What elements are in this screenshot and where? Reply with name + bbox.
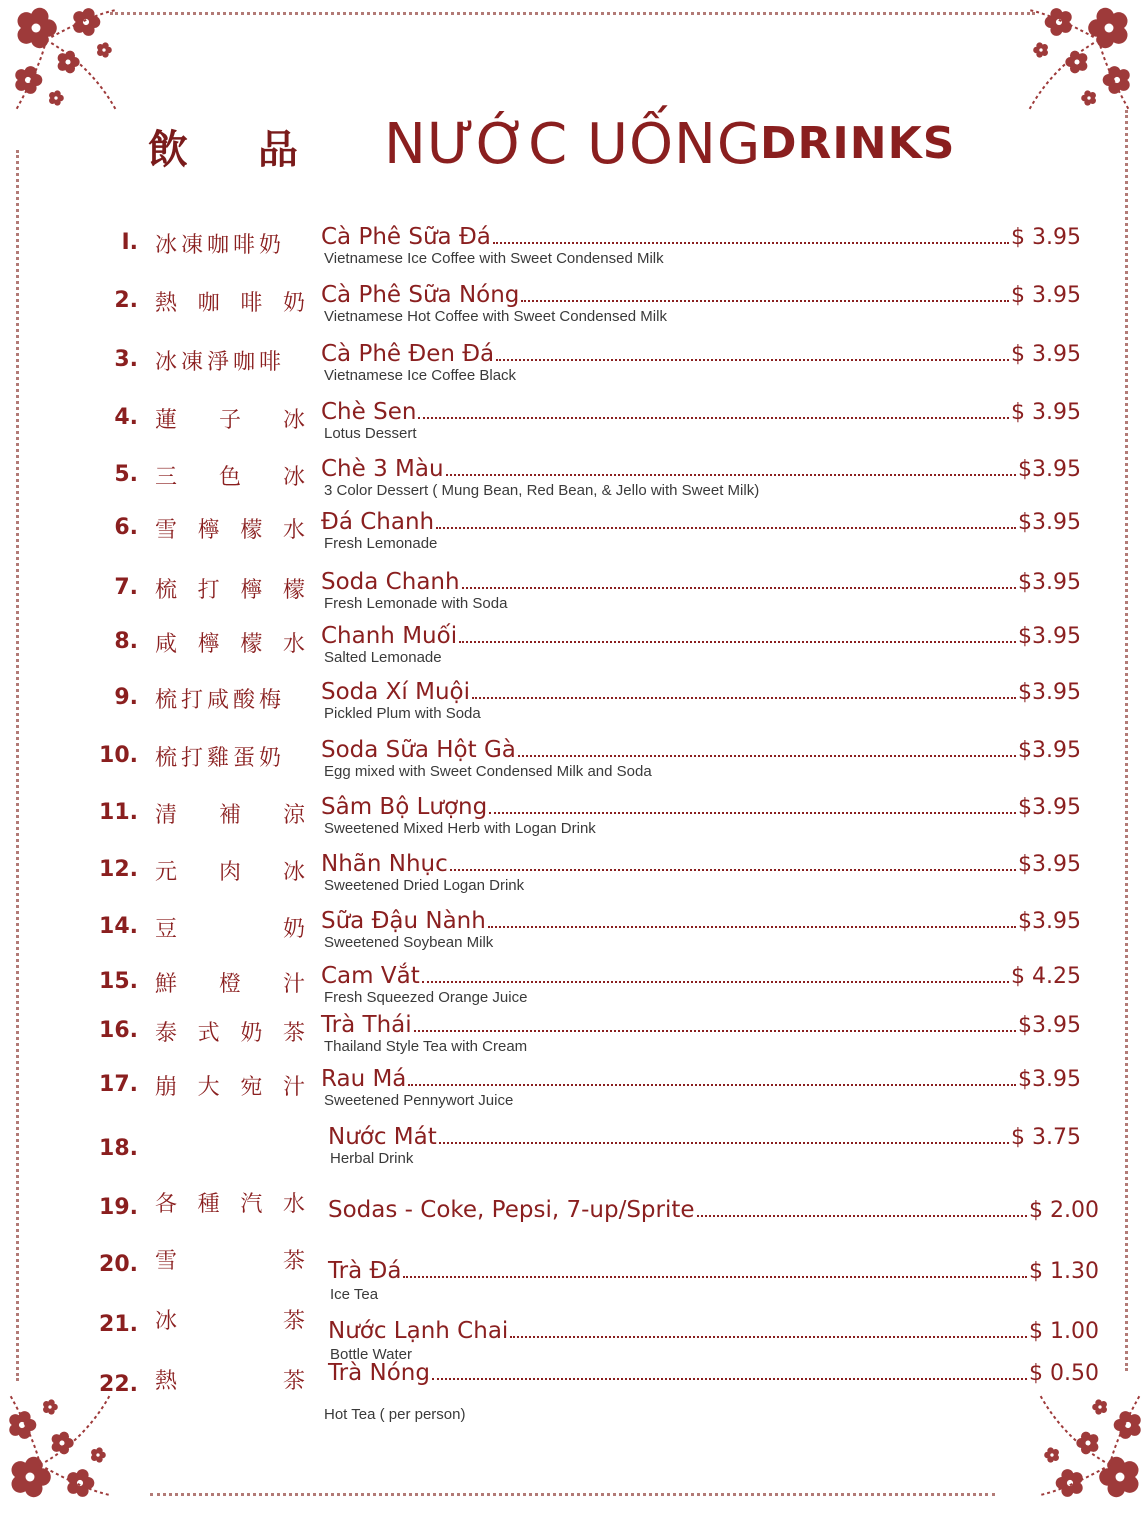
item-vietnamese-name: Soda Chanh xyxy=(321,569,460,595)
menu-item xyxy=(0,794,1145,850)
header-english: DRINKS xyxy=(760,118,956,169)
chinese-text: 檬 xyxy=(282,578,305,603)
header-vietnamese: NƯỚC UỐNG xyxy=(384,112,762,177)
item-number: 7. xyxy=(114,575,138,600)
dot-leader xyxy=(518,754,1016,757)
menu-item xyxy=(0,224,1145,280)
chinese-text: 補 xyxy=(218,803,241,828)
item-english-description: Vietnamese Ice Coffee Black xyxy=(324,367,517,384)
item-price: $3.95 xyxy=(1018,795,1081,820)
chinese-text: 奶 xyxy=(282,917,305,942)
menu-item xyxy=(0,282,1145,338)
chinese-text: 咖 xyxy=(197,291,220,316)
item-vietnamese-name: Chè 3 Màu xyxy=(321,456,444,482)
item-vietnamese-name: Sữa Đậu Nành xyxy=(321,908,486,934)
header-chinese-1: 飲 xyxy=(148,126,188,173)
item-number: 22. xyxy=(99,1372,138,1397)
chinese-text: 汽 xyxy=(240,1192,263,1217)
chinese-text: 各 xyxy=(155,1192,178,1217)
chinese-text: 橙 xyxy=(218,972,241,997)
item-number: 12. xyxy=(99,857,138,882)
chinese-text: 檸 xyxy=(197,518,220,543)
chinese-text: 梳打雞蛋奶 xyxy=(155,746,286,771)
item-price: $3.95 xyxy=(1018,738,1081,763)
item-english-description: Vietnamese Hot Coffee with Sweet Condensed Milk xyxy=(324,308,667,325)
item-number: 14. xyxy=(99,914,138,939)
menu-item xyxy=(0,963,1145,1019)
chinese-text: 冰 xyxy=(282,860,305,885)
chinese-text: 清 xyxy=(155,803,178,828)
item-number: 20. xyxy=(99,1252,138,1277)
item-english-description: Herbal Drink xyxy=(330,1150,414,1167)
item-english-description: Pickled Plum with Soda xyxy=(324,705,481,722)
item-english-description: Sweetened Pennywort Juice xyxy=(324,1092,514,1109)
item-chinese-name xyxy=(155,286,305,317)
item-number: 19. xyxy=(99,1195,138,1220)
chinese-text: 冰 xyxy=(282,408,305,433)
item-price: $3.95 xyxy=(1018,570,1081,595)
chinese-text: 式 xyxy=(197,1021,220,1046)
item-line xyxy=(328,1360,1099,1390)
item-english-description: 3 Color Dessert ( Mung Bean, Red Bean, & Jello with Sweet Milk) xyxy=(324,482,760,499)
menu-item xyxy=(0,341,1145,397)
chinese-text: 冰凍咖啡奶 xyxy=(155,233,286,258)
item-line xyxy=(328,1258,1099,1288)
item-number: 8. xyxy=(114,629,138,654)
chinese-text: 雪 xyxy=(155,518,178,543)
item-chinese-name xyxy=(155,460,305,491)
item-english-description: Sweetened Soybean Milk xyxy=(324,934,494,951)
chinese-text: 咸 xyxy=(155,632,178,657)
item-price: $ 2.00 xyxy=(1029,1198,1099,1223)
item-chinese-name xyxy=(155,627,305,658)
item-price: $3.95 xyxy=(1018,680,1081,705)
dot-leader xyxy=(446,473,1016,476)
dot-leader xyxy=(697,1214,1027,1217)
item-number: 6. xyxy=(114,515,138,540)
item-chinese-name xyxy=(155,1016,305,1047)
item-english-description: Egg mixed with Sweet Condensed Milk and Soda xyxy=(324,763,652,780)
chinese-text: 水 xyxy=(282,632,305,657)
item-number: 10. xyxy=(99,743,138,768)
item-vietnamese-name: Soda Sữa Hột Gà xyxy=(321,737,516,763)
item-vietnamese-name: Soda Xí Muội xyxy=(321,679,471,705)
dot-leader xyxy=(462,586,1016,589)
menu-item xyxy=(0,679,1145,735)
menu-item xyxy=(0,1012,1145,1068)
menu-item xyxy=(0,1183,1145,1239)
chinese-text: 茶 xyxy=(282,1309,305,1334)
item-line xyxy=(328,1197,1099,1227)
item-price: $ 3.95 xyxy=(1011,342,1081,367)
item-price: $ 3.95 xyxy=(1011,400,1081,425)
chinese-text: 熱 xyxy=(155,291,178,316)
item-chinese-name xyxy=(155,741,305,772)
chinese-text: 打 xyxy=(197,578,220,603)
dot-leader xyxy=(432,1377,1027,1380)
menu-item xyxy=(0,1066,1145,1122)
chinese-text: 子 xyxy=(218,408,241,433)
item-english-description: Vietnamese Ice Coffee with Sweet Condensed Milk xyxy=(324,250,664,267)
chinese-text: 色 xyxy=(218,465,241,490)
item-english-description: Fresh Lemonade with Soda xyxy=(324,595,508,612)
item-chinese-name xyxy=(155,573,305,604)
item-number: 3. xyxy=(114,347,138,372)
border-top xyxy=(110,12,1035,15)
item-chinese-name xyxy=(155,513,305,544)
chinese-text: 蓮 xyxy=(155,408,178,433)
chinese-text: 汁 xyxy=(282,972,305,997)
item-vietnamese-name: Chanh Muối xyxy=(321,623,458,649)
menu-item xyxy=(0,737,1145,793)
item-english-description: Ice Tea xyxy=(330,1286,379,1303)
menu-header xyxy=(0,110,1145,180)
item-chinese-name xyxy=(155,1187,305,1218)
item-english-description: Sweetened Dried Logan Drink xyxy=(324,877,525,894)
item-price: $3.95 xyxy=(1018,1067,1081,1092)
chinese-text: 茶 xyxy=(282,1249,305,1274)
chinese-text: 元 xyxy=(155,860,178,885)
chinese-text: 崩 xyxy=(155,1075,178,1100)
dot-leader xyxy=(450,868,1016,871)
dot-leader xyxy=(472,696,1016,699)
item-english-description: Thailand Style Tea with Cream xyxy=(324,1038,528,1055)
dot-leader xyxy=(510,1335,1027,1338)
item-chinese-name xyxy=(155,228,305,259)
item-number: 11. xyxy=(99,800,138,825)
item-vietnamese-name: Rau Má xyxy=(321,1066,407,1092)
chinese-text: 梳 xyxy=(155,578,178,603)
chinese-text: 水 xyxy=(282,1192,305,1217)
menu-item xyxy=(0,399,1145,455)
chinese-text: 鮮 xyxy=(155,972,178,997)
chinese-text: 泰 xyxy=(155,1021,178,1046)
menu-item xyxy=(0,1300,1145,1363)
item-price: $3.95 xyxy=(1018,1013,1081,1038)
menu-item xyxy=(0,908,1145,964)
item-line xyxy=(328,1124,1081,1154)
chinese-text: 豆 xyxy=(155,917,178,942)
item-vietnamese-name: Cam Vắt xyxy=(321,963,420,989)
menu-item xyxy=(0,569,1145,625)
item-price: $3.95 xyxy=(1018,909,1081,934)
chinese-text: 奶 xyxy=(240,1021,263,1046)
item-vietnamese-name: Trà Đá xyxy=(328,1258,402,1284)
item-price: $3.95 xyxy=(1018,457,1081,482)
dot-leader xyxy=(414,1029,1016,1032)
menu-item xyxy=(0,623,1145,679)
item-number: 5. xyxy=(114,462,138,487)
flower-ornament-icon xyxy=(6,0,126,120)
dot-leader xyxy=(489,811,1016,814)
item-chinese-name xyxy=(155,798,305,829)
item-english-description: Salted Lemonade xyxy=(324,649,442,666)
item-number: 2. xyxy=(114,288,138,313)
menu-item xyxy=(0,1124,1145,1180)
chinese-text: 奶 xyxy=(282,291,305,316)
item-line xyxy=(321,399,1081,429)
item-price: $ 1.30 xyxy=(1029,1259,1099,1284)
item-chinese-name xyxy=(155,1244,305,1275)
chinese-text: 啡 xyxy=(240,291,263,316)
item-chinese-name xyxy=(155,403,305,434)
item-number: 16. xyxy=(99,1018,138,1043)
item-number: 18. xyxy=(99,1136,138,1161)
item-chinese-name xyxy=(155,912,305,943)
item-vietnamese-name: Đá Chanh xyxy=(321,509,435,535)
chinese-text: 檬 xyxy=(240,518,263,543)
chinese-text: 三 xyxy=(155,465,178,490)
item-vietnamese-name: Trà Thái xyxy=(321,1012,412,1038)
chinese-text: 茶 xyxy=(282,1369,305,1394)
menu-item xyxy=(0,1240,1145,1303)
item-english-description: Lotus Dessert xyxy=(324,425,417,442)
item-chinese-name xyxy=(155,1364,305,1395)
item-vietnamese-name: Cà Phê Đen Đá xyxy=(321,341,495,367)
chinese-text: 茶 xyxy=(282,1021,305,1046)
item-price: $ 3.95 xyxy=(1011,283,1081,308)
item-vietnamese-name: Cà Phê Sữa Nóng xyxy=(321,282,520,308)
item-vietnamese-name: Nước Mát xyxy=(328,1124,437,1150)
chinese-text: 檸 xyxy=(240,578,263,603)
chinese-text: 冰 xyxy=(155,1309,178,1334)
item-vietnamese-name: Cà Phê Sữa Đá xyxy=(321,224,491,250)
dot-leader xyxy=(521,299,1009,302)
item-number: 4. xyxy=(114,405,138,430)
dot-leader xyxy=(493,241,1009,244)
item-vietnamese-name: Trà Nóng xyxy=(328,1360,430,1386)
item-vietnamese-name: Nước Lạnh Chai xyxy=(328,1318,509,1344)
item-chinese-name xyxy=(155,1304,305,1335)
item-price: $ 1.00 xyxy=(1029,1319,1099,1344)
item-price: $3.95 xyxy=(1018,624,1081,649)
menu-item xyxy=(0,851,1145,907)
dot-leader xyxy=(496,358,1009,361)
chinese-text: 宛 xyxy=(240,1075,263,1100)
chinese-text: 冰凍淨咖啡 xyxy=(155,350,286,375)
chinese-text: 雪 xyxy=(155,1249,178,1274)
chinese-text: 檸 xyxy=(197,632,220,657)
item-english-description: Sweetened Mixed Herb with Logan Drink xyxy=(324,820,596,837)
chinese-text: 水 xyxy=(282,518,305,543)
chinese-text: 檬 xyxy=(240,632,263,657)
chinese-text: 肉 xyxy=(218,860,241,885)
item-number: 15. xyxy=(99,969,138,994)
flower-ornament-icon xyxy=(1019,0,1139,120)
item-english-description: Fresh Squeezed Orange Juice xyxy=(324,989,528,1006)
dot-leader xyxy=(408,1083,1016,1086)
item-price: $ 3.95 xyxy=(1011,225,1081,250)
item-chinese-name xyxy=(155,855,305,886)
dot-leader xyxy=(418,416,1009,419)
item-price: $ 4.25 xyxy=(1011,964,1081,989)
chinese-text: 大 xyxy=(197,1075,220,1100)
header-chinese-2: 品 xyxy=(258,126,298,173)
item-vietnamese-name: Sodas - Coke, Pepsi, 7-up/Sprite xyxy=(328,1197,695,1223)
item-number: 21. xyxy=(99,1312,138,1337)
dot-leader xyxy=(459,640,1016,643)
item-chinese-name xyxy=(155,345,305,376)
item-english-description: Fresh Lemonade xyxy=(324,535,438,552)
item-number: 17. xyxy=(99,1072,138,1097)
menu-item xyxy=(0,509,1145,565)
dot-leader xyxy=(488,925,1016,928)
dot-leader xyxy=(422,980,1009,983)
item-number: 9. xyxy=(114,685,138,710)
dot-leader xyxy=(439,1141,1009,1144)
chinese-text: 熱 xyxy=(155,1369,178,1394)
item-vietnamese-name: Nhãn Nhục xyxy=(321,851,448,877)
item-line xyxy=(328,1318,1099,1348)
item-english-description: Bottle Water xyxy=(330,1346,412,1363)
chinese-text: 涼 xyxy=(282,803,305,828)
item-english-description: Hot Tea ( per person) xyxy=(324,1406,466,1423)
item-vietnamese-name: Chè Sen xyxy=(321,399,417,425)
item-price: $ 3.75 xyxy=(1011,1125,1081,1150)
item-chinese-name xyxy=(155,1070,305,1101)
menu-item xyxy=(0,456,1145,512)
border-bottom xyxy=(150,1493,995,1496)
item-price: $3.95 xyxy=(1018,510,1081,535)
item-vietnamese-name: Sâm Bộ Lượng xyxy=(321,794,488,820)
dot-leader xyxy=(436,526,1016,529)
chinese-text: 種 xyxy=(197,1192,220,1217)
item-chinese-name xyxy=(155,967,305,998)
item-price: $3.95 xyxy=(1018,852,1081,877)
dot-leader xyxy=(403,1275,1027,1278)
chinese-text: 冰 xyxy=(282,465,305,490)
menu-item xyxy=(0,1360,1145,1423)
chinese-text: 汁 xyxy=(282,1075,305,1100)
item-number: I. xyxy=(121,230,138,255)
item-price: $ 0.50 xyxy=(1029,1361,1099,1386)
item-chinese-name xyxy=(155,683,305,714)
chinese-text: 梳打咸酸梅 xyxy=(155,688,286,713)
